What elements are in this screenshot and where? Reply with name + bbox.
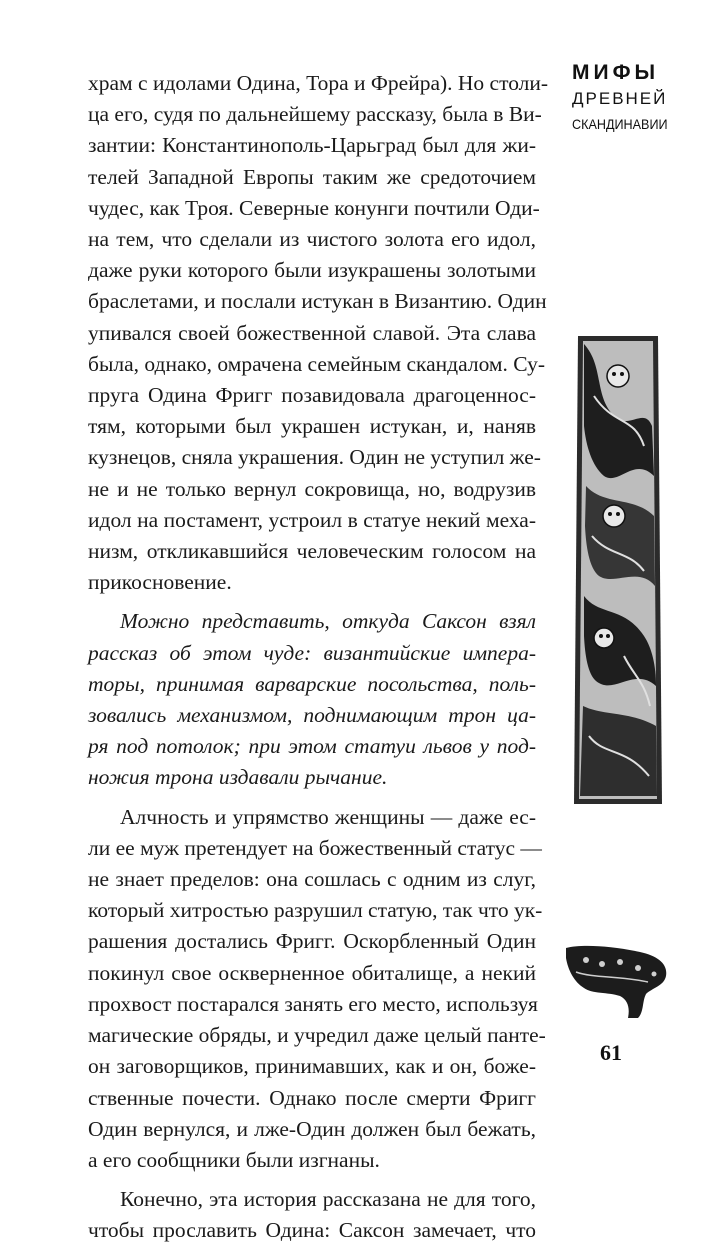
- text-line: прохвост постарался занять его место, используя: [88, 991, 538, 1016]
- body-text: [88, 68, 549, 1247]
- text-line: не и не только вернул сокровища, но, водрузив: [88, 476, 536, 501]
- text-line: не знает пределов: она сошлась с одним из слуг,: [88, 867, 536, 892]
- running-title: [572, 60, 668, 136]
- text-line: Один вернулся, и лже-Один должен был бежать,: [88, 1116, 536, 1141]
- text-line: пруга Одина Фригг позавидовала драгоценнос-: [88, 383, 536, 408]
- text-line: который хитростью разрушил статую, так что ук-: [88, 898, 543, 923]
- boar-figure-illustration: [562, 942, 672, 1022]
- text-line: Алчность и упрямство женщины — даже ес-: [120, 804, 536, 829]
- text-line: даже руки которого были изукрашены золотыми: [88, 258, 536, 283]
- text-line: телей Западной Европы таким же средоточием: [88, 164, 536, 189]
- text-line: Конечно, эта история рассказана не для того,: [120, 1187, 536, 1212]
- text-line: чтобы прославить Одина: Саксон замечает, что: [88, 1218, 536, 1243]
- paragraph-4: [88, 1184, 536, 1246]
- text-line: идол на постамент, устроил в статуе некий меха-: [88, 507, 536, 532]
- text-line: кузнецов, сняла украшения. Один не уступил же-: [88, 445, 541, 470]
- paragraph-3: [88, 802, 546, 1176]
- text-line: ственные почести. Однако после смерти Фригг: [88, 1085, 536, 1110]
- text-line: была, однако, омрачена семейным скандалом. Су-: [88, 351, 545, 376]
- carved-panel-illustration: [574, 336, 662, 804]
- text-line: торы, принимая варварские посольства, поль-: [88, 671, 536, 696]
- text-line: тям, которыми был украшен истукан, и, наняв: [88, 414, 536, 439]
- text-line: ря под потолок; при этом статуи львов у под-: [88, 734, 536, 759]
- text-line: прикосновение.: [88, 570, 232, 595]
- text-line: браслетами, и послали истукан в Византию. Один: [88, 289, 547, 314]
- page-number: 61: [600, 1040, 622, 1065]
- text-line: зантии: Константинополь-Царьград был для жи-: [88, 133, 536, 158]
- text-line: он заговорщиков, принимавших, как и он, боже-: [88, 1054, 536, 1079]
- text-line: упивался своей божественной славой. Эта слава: [88, 320, 536, 345]
- paragraph-2-italic-aside: [88, 606, 536, 793]
- text-line: ли ее муж претендует на божественный статус —: [88, 835, 542, 860]
- text-line: на тем, что сделали из чистого золота его идол,: [88, 227, 536, 252]
- text-line: низм, откликавшийся человеческим голосом на: [88, 539, 536, 564]
- text-line: зовались механизмом, поднимающим трон ца-: [88, 703, 536, 728]
- paragraph-1: [88, 68, 549, 598]
- text-line: покинул свое оскверненное обиталище, а некий: [88, 960, 536, 985]
- text-line: рассказ об этом чуде: византийские импера-: [88, 640, 536, 665]
- text-line: ножия трона издавали рычание.: [88, 765, 388, 790]
- text-line: рашения достались Фригг. Оскорбленный Один: [88, 929, 536, 954]
- text-line: ца его, судя по дальнейшему рассказу, была в Ви-: [88, 102, 542, 127]
- running-title-line-2: ДРЕВНЕЙ: [572, 89, 668, 108]
- text-line: Можно представить, откуда Саксон взял: [120, 609, 536, 634]
- running-title-line-1: МИФЫ: [572, 61, 660, 84]
- text-line: чудес, как Троя. Северные конунги почтили Оди-: [88, 195, 540, 220]
- text-line: магические обряды, и учредил даже целый панте-: [88, 1023, 546, 1048]
- text-line: храм с идолами Одина, Тора и Фрейра). Но столи-: [88, 71, 549, 95]
- running-title-line-3: СКАНДИНАВИИ: [572, 116, 668, 132]
- text-line: а его сообщники были изгнаны.: [88, 1147, 380, 1172]
